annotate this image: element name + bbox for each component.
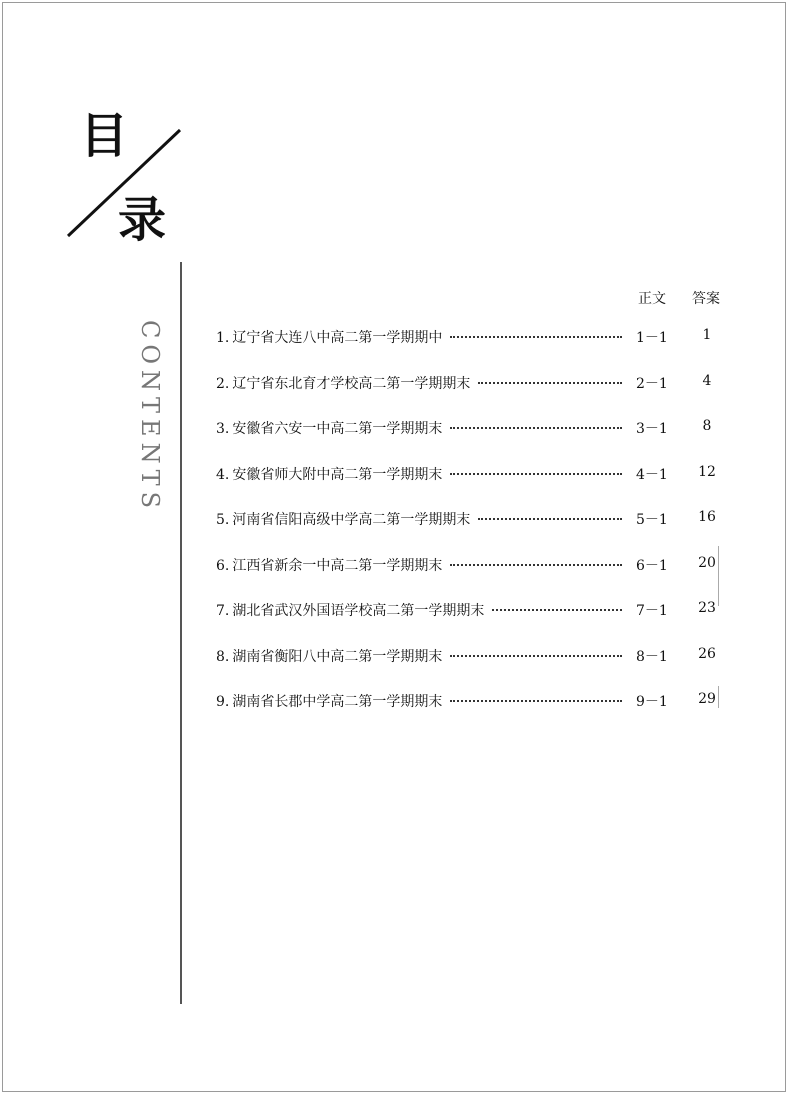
toc-entry[interactable] [216, 646, 736, 692]
toc-entry-answer-page: 23 [698, 600, 716, 616]
toc-entry-number: 8. [216, 648, 230, 665]
toc-entry[interactable] [216, 600, 736, 646]
toc-list [216, 327, 736, 737]
toc-entry-page: 3－1 [636, 421, 668, 437]
column-header-answer: 答案 [692, 291, 720, 307]
toc-entry-page: 4－1 [636, 466, 668, 483]
column-header-body: 正文 [638, 291, 666, 307]
dot-leader [450, 564, 622, 566]
toc-entry-title: 湖南省长郡中学高二第一学期期末 [232, 694, 443, 710]
toc-title-char-2: 录 [118, 192, 167, 248]
toc-entry-title: 辽宁省大连八中高二第一学期期中 [232, 330, 443, 346]
toc-entry-answer-page: 26 [698, 645, 716, 662]
toc-entry-page: 8－1 [636, 648, 668, 665]
toc-entry-number: 1. [216, 330, 230, 346]
toc-entry-title: 安徽省六安一中高二第一学期期末 [232, 421, 443, 437]
toc-entry[interactable] [216, 555, 736, 601]
toc-entry-answer-page: 4 [702, 372, 712, 389]
toc-title-char-1: 目 [80, 108, 129, 164]
dot-leader [450, 700, 622, 702]
toc-entry-title: 湖南省衡阳八中高二第一学期期末 [232, 648, 443, 665]
dot-leader [450, 655, 622, 657]
toc-entry-page: 6－1 [636, 557, 668, 574]
toc-entry-number: 3. [216, 421, 230, 437]
toc-entry-title: 辽宁省东北育才学校高二第一学期期末 [232, 375, 471, 392]
toc-entry-number: 5. [216, 512, 230, 528]
toc-entry-title: 河南省信阳高级中学高二第一学期期末 [232, 512, 471, 528]
toc-entry-answer-page: 1 [702, 327, 712, 343]
toc-entry-page: 9－1 [636, 694, 668, 710]
toc-entry-page: 7－1 [636, 603, 668, 619]
toc-entry-number: 4. [216, 466, 230, 483]
toc-entry-answer-page: 20 [698, 554, 716, 571]
dot-leader [478, 518, 622, 520]
toc-entry-title: 安徽省师大附中高二第一学期期末 [232, 466, 443, 483]
toc-entry-number: 9. [216, 694, 230, 710]
toc-entry[interactable] [216, 418, 736, 464]
toc-entry-number: 7. [216, 603, 230, 619]
toc-entry-number: 6. [216, 557, 230, 574]
toc-entry[interactable] [216, 373, 736, 419]
toc-entry-title: 江西省新余一中高二第一学期期末 [232, 557, 443, 574]
dot-leader [450, 427, 622, 429]
toc-entry[interactable] [216, 509, 736, 555]
contents-vertical-label: CONTENTS [136, 320, 164, 515]
toc-entry[interactable] [216, 464, 736, 510]
toc-entry-page: 1－1 [636, 330, 668, 346]
toc-entry-page: 5－1 [636, 512, 668, 528]
toc-entry-answer-page: 16 [698, 509, 716, 525]
vertical-rule [180, 262, 182, 1004]
toc-entry-answer-page: 29 [698, 691, 716, 707]
dot-leader [450, 473, 622, 475]
toc-entry-answer-page: 8 [702, 418, 712, 434]
dot-leader [478, 382, 622, 384]
dot-leader [492, 609, 622, 611]
toc-entry[interactable] [216, 327, 736, 373]
column-headers [600, 288, 740, 308]
toc-entry-title: 湖北省武汉外国语学校高二第一学期期末 [232, 603, 485, 619]
toc-entry[interactable] [216, 691, 736, 737]
toc-entry-answer-page: 12 [698, 463, 716, 480]
toc-entry-page: 2－1 [636, 375, 668, 392]
dot-leader [450, 336, 622, 338]
toc-entry-number: 2. [216, 375, 230, 392]
